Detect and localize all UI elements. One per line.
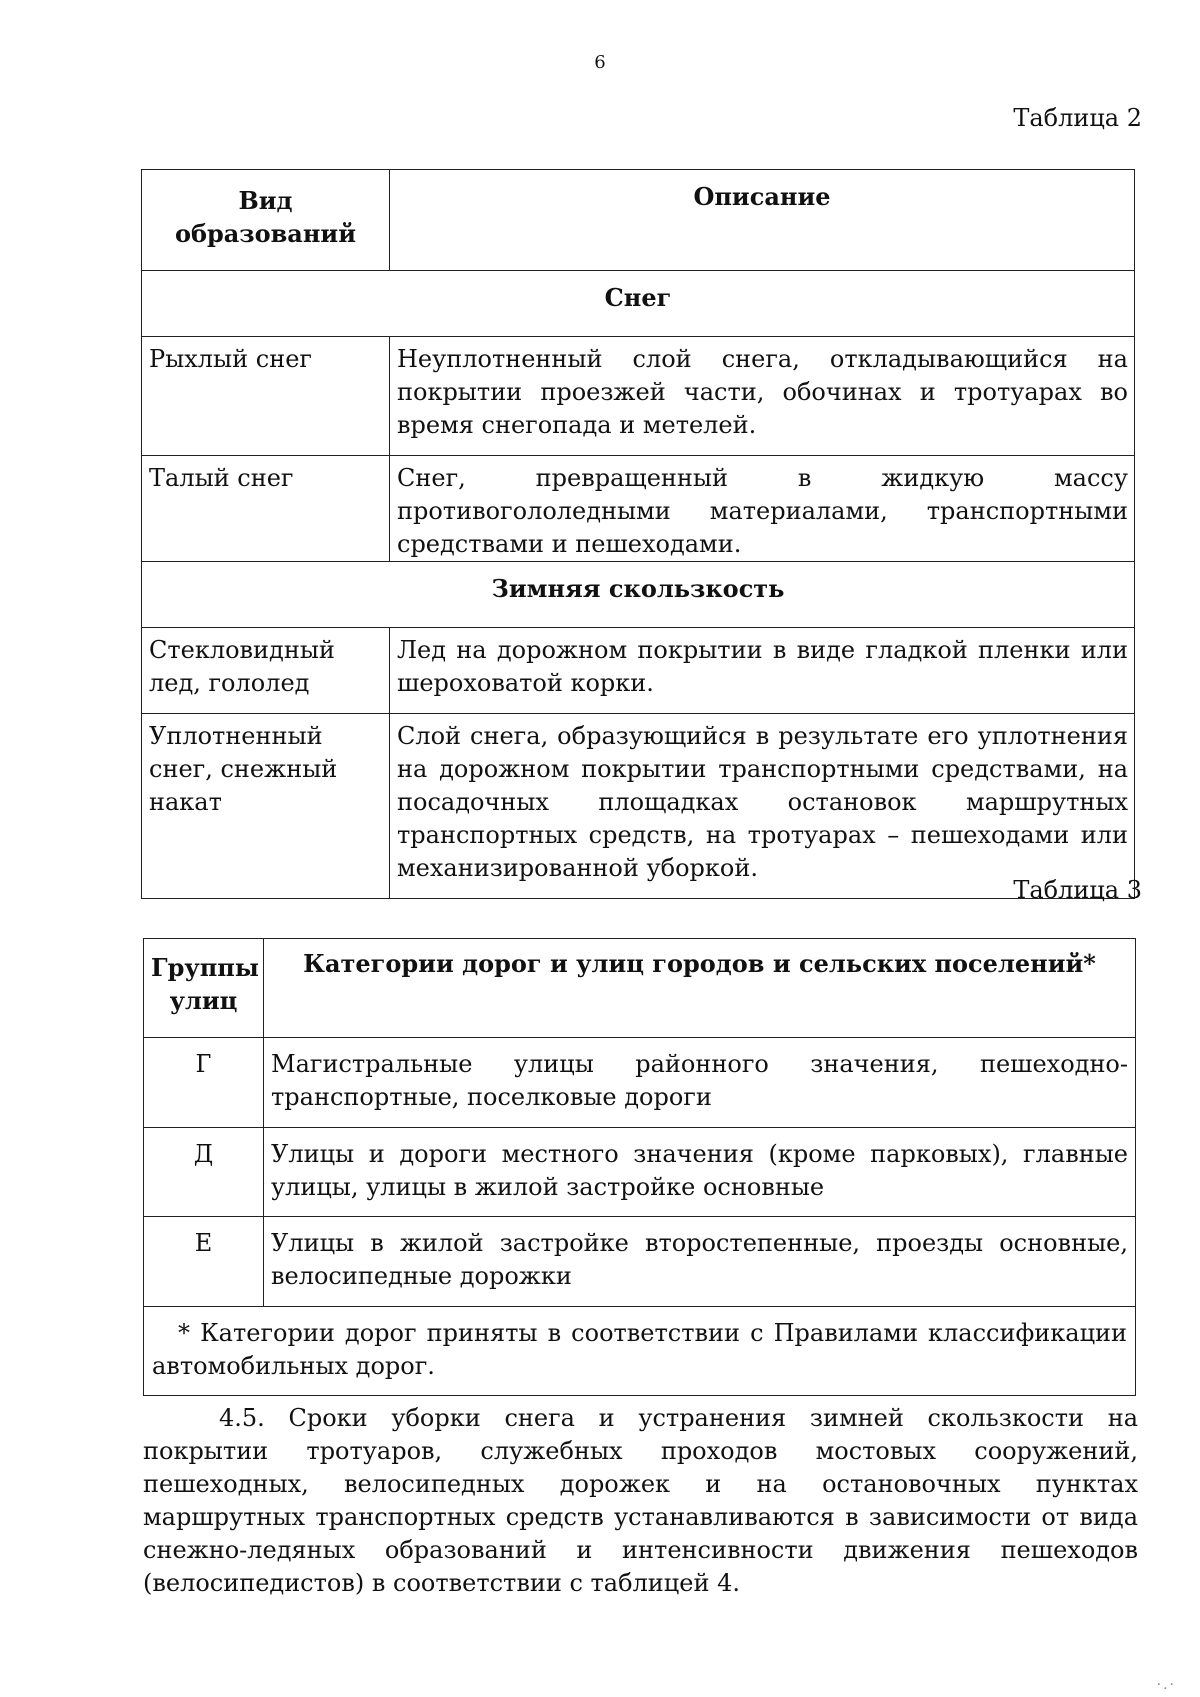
table3-footnote-cell — [144, 1307, 1136, 1396]
table3-categories-cell: Магистральные улицы районного значения, пешеходно-транспортные, поселковые дороги — [264, 1038, 1136, 1128]
table-row — [142, 628, 1135, 714]
table2-header-description: Описание — [390, 170, 1135, 271]
table3-group-cell: Е — [144, 1217, 264, 1307]
table2 — [141, 169, 1135, 899]
table2-caption: Таблица 2 — [1013, 104, 1142, 132]
table3-header-categories: Категории дорог и улиц городов и сельских поселений* — [264, 939, 1136, 1038]
table3-group-cell: Г — [144, 1038, 264, 1128]
table3-caption: Таблица 3 — [1013, 876, 1142, 904]
table3-footnote: * Категории дорог приняты в соответствии с Правилами классификации автомобильных дорог. — [152, 1319, 1127, 1380]
table3-header-group: Группы улиц — [144, 939, 264, 1038]
table2-header-row — [142, 170, 1135, 271]
table-row — [144, 1217, 1136, 1307]
table3-group-cell: Д — [144, 1128, 264, 1217]
table-row — [142, 337, 1135, 456]
table2-description-cell: Снег, превращенный в жидкую массу противогололедными материалами, транспортными средствами и пешеходами. — [390, 456, 1135, 562]
page-number: 6 — [594, 52, 606, 73]
table2-description-cell: Лед на дорожном покрытии в виде гладкой пленки или шероховатой корки. — [390, 628, 1135, 714]
table-row — [144, 1128, 1136, 1217]
table3 — [143, 938, 1136, 1396]
body-paragraph: 4.5. Сроки уборки снега и устранения зимней скользкости на покрытии тротуаров, служебных проходов мостовых сооружений, пешеходных, велосипедных дорожек и на остановочных пунктах маршрутных транспортных средств устанавливаются в зависимости от вида снежно-ледяных образований и интенсивности движения пешеходов (велосипедистов) в соответствии с таблицей 4. — [143, 1404, 1138, 1597]
table2-section-title: Снег — [142, 271, 1135, 337]
table2-type-cell: Стекловидный лед, гололед — [142, 628, 390, 714]
table2-section-row — [142, 562, 1135, 628]
table-row — [142, 456, 1135, 562]
scan-mark: ·.· — [1156, 1677, 1176, 1693]
table3-categories-cell: Улицы в жилой застройке второстепенные, проезды основные, велосипедные дорожки — [264, 1217, 1136, 1307]
table2-description-cell: Неуплотненный слой снега, откладывающийся на покрытии проезжей части, обочинах и тротуарах во время снегопада и метелей. — [390, 337, 1135, 456]
table2-type-cell: Рыхлый снег — [142, 337, 390, 456]
table3-categories-cell: Улицы и дороги местного значения (кроме парковых), главные улицы, улицы в жилой застройке основные — [264, 1128, 1136, 1217]
table2-description-cell: Слой снега, образующийся в результате его уплотнения на дорожном покрытии транспортными средствами, на посадочных площадках остановок маршрутных транспортных средств, на тротуарах – пешеходами или механизированной уборкой. — [390, 714, 1135, 899]
table2-type-cell: Талый снег — [142, 456, 390, 562]
table-row — [144, 1038, 1136, 1128]
table-row — [142, 714, 1135, 899]
table3-header-row — [144, 939, 1136, 1038]
table2-type-cell: Уплотненный снег, снежный накат — [142, 714, 390, 899]
table3-footnote-row — [144, 1307, 1136, 1396]
table2-header-type: Вид образований — [142, 170, 390, 271]
table2-section-title: Зимняя скользкость — [142, 562, 1135, 628]
table2-section-row — [142, 271, 1135, 337]
